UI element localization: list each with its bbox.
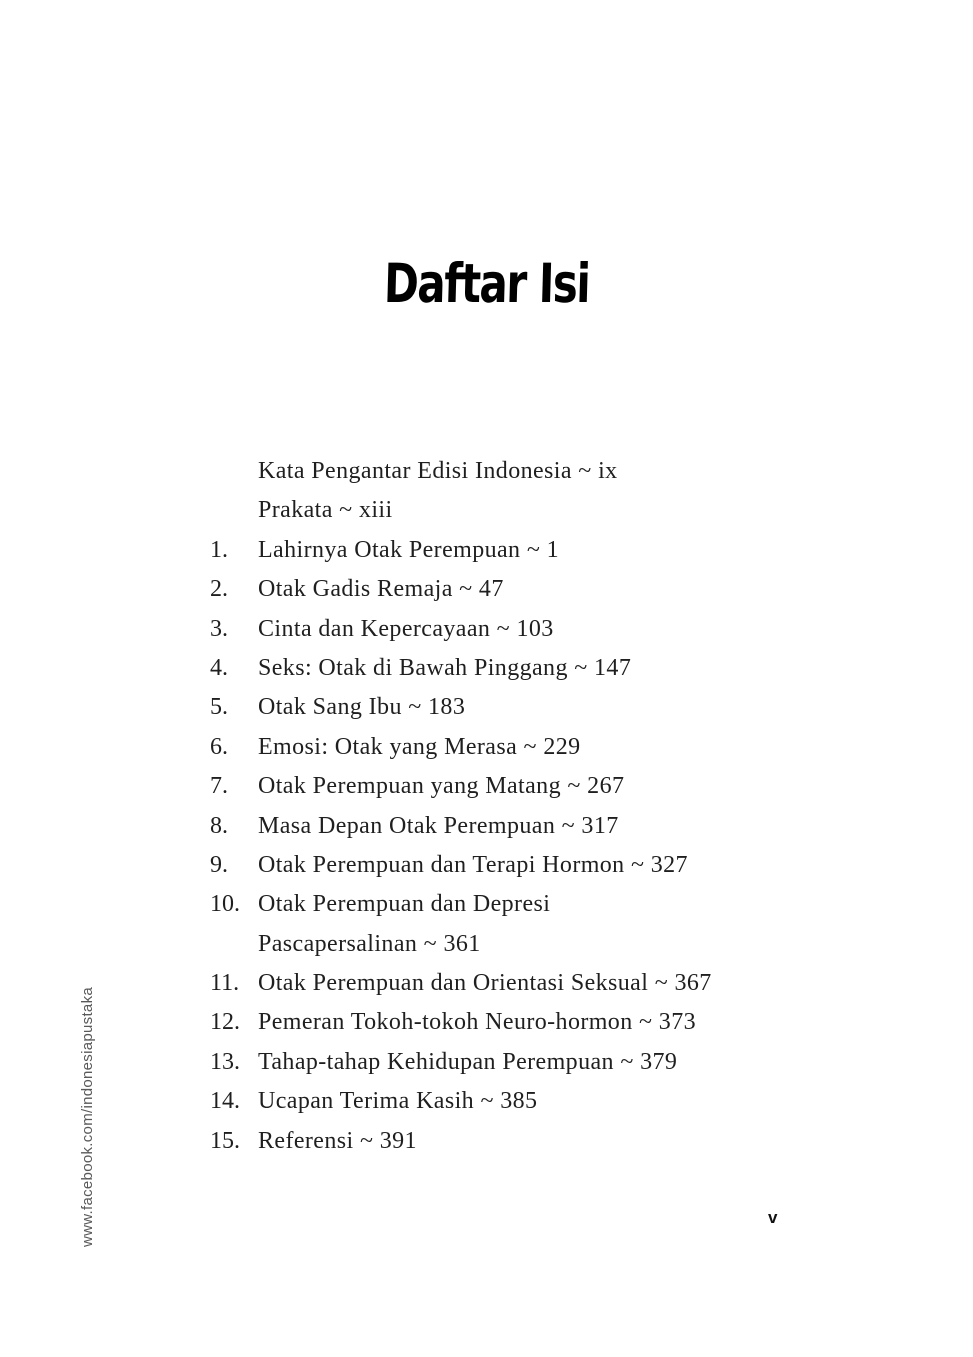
toc-entry-title: Otak Perempuan dan Depresi [258, 891, 551, 918]
toc-entry [210, 688, 850, 727]
toc-entry-number: 10. [210, 891, 240, 918]
toc-list [210, 452, 850, 1161]
toc-entry-number: 1. [210, 536, 228, 563]
page-number: v [768, 1208, 778, 1227]
toc-entry [210, 767, 850, 806]
toc-entry [210, 452, 850, 491]
toc-entry [210, 610, 850, 649]
toc-entry-title: Referensi ~ 391 [258, 1127, 417, 1154]
toc-entry [210, 925, 850, 964]
toc-entry-number: 15. [210, 1127, 240, 1154]
toc-entry-number: 8. [210, 812, 228, 839]
toc-entry [210, 885, 850, 924]
watermark-url: www.facebook.com/indonesiapustaka [79, 986, 96, 1248]
toc-entry-number: 11. [210, 970, 240, 997]
toc-entry-title: Otak Sang Ibu ~ 183 [258, 694, 466, 721]
toc-entry-number: 14. [210, 1088, 240, 1115]
toc-entry [210, 964, 850, 1003]
toc-entry-number [210, 925, 258, 964]
toc-entry [210, 1003, 850, 1042]
toc-entry-number: 2. [210, 576, 228, 603]
toc-entry-title: Otak Perempuan dan Orientasi Seksual ~ 367 [258, 970, 712, 997]
toc-entry-title: Seks: Otak di Bawah Pinggang ~ 147 [258, 654, 632, 681]
page-title [0, 252, 973, 315]
toc-entry-title: Tahap-tahap Kehidupan Perempuan ~ 379 [258, 1048, 678, 1075]
toc-entry-number: 13. [210, 1048, 240, 1075]
toc-entry-number: 7. [210, 773, 228, 800]
toc-entry [210, 846, 850, 885]
toc-entry [210, 491, 850, 530]
toc-entry [210, 807, 850, 846]
toc-entry-title: Otak Gadis Remaja ~ 47 [258, 576, 504, 603]
toc-entry-number [210, 452, 258, 491]
toc-entry-title: Lahirnya Otak Perempuan ~ 1 [258, 536, 560, 563]
toc-entry-title: Pascapersalinan ~ 361 [258, 930, 481, 957]
toc-entry-number: 5. [210, 694, 228, 721]
toc-entry [210, 1043, 850, 1082]
toc-entry [210, 570, 850, 609]
toc-entry [210, 649, 850, 688]
toc-entry-number: 4. [210, 654, 228, 681]
toc-entry [210, 531, 850, 570]
toc-entry-number: 6. [210, 733, 228, 760]
toc-entry-number: 3. [210, 615, 228, 642]
toc-entry-title: Otak Perempuan yang Matang ~ 267 [258, 773, 625, 800]
toc-entry-number: 9. [210, 851, 228, 878]
toc-entry-title: Emosi: Otak yang Merasa ~ 229 [258, 733, 581, 760]
toc-entry [210, 728, 850, 767]
toc-entry [210, 1122, 850, 1161]
toc-entry-title: Cinta dan Kepercayaan ~ 103 [258, 615, 554, 642]
toc-entry-number: 12. [210, 1009, 240, 1036]
toc-entry [210, 1082, 850, 1121]
page-title-text: Daftar Isi [382, 252, 591, 315]
toc-entry-title: Ucapan Terima Kasih ~ 385 [258, 1088, 538, 1115]
toc-entry-number [210, 491, 258, 530]
toc-entry-title: Prakata ~ xiii [258, 497, 393, 524]
toc-entry-title: Pemeran Tokoh-tokoh Neuro-hormon ~ 373 [258, 1009, 696, 1036]
toc-entry-title: Otak Perempuan dan Terapi Hormon ~ 327 [258, 851, 688, 878]
toc-entry-title: Kata Pengantar Edisi Indonesia ~ ix [258, 458, 618, 484]
toc-entry-title: Masa Depan Otak Perempuan ~ 317 [258, 812, 619, 839]
